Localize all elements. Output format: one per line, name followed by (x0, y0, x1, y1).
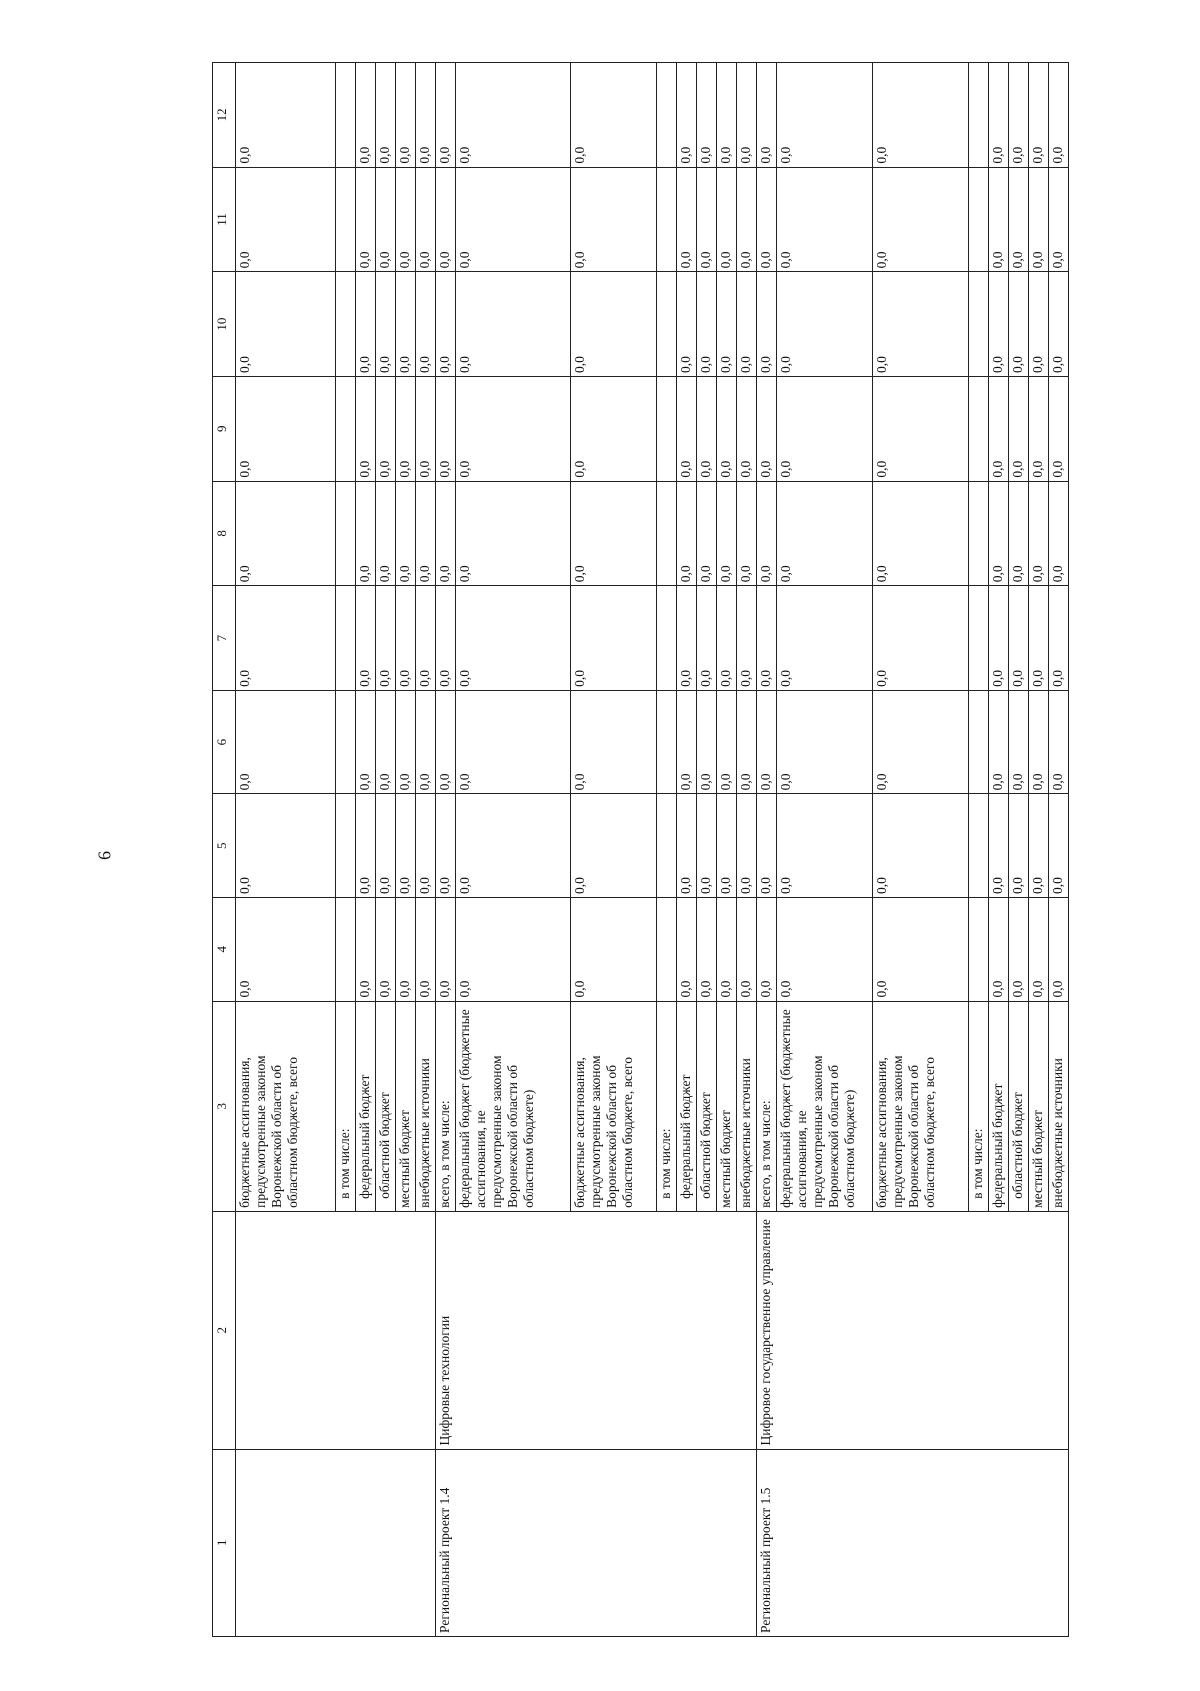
value-cell: 0,0 (873, 272, 969, 377)
value-cell: 0,0 (436, 376, 456, 481)
value-cell: 0,0 (376, 897, 396, 1001)
value-cell: 0,0 (376, 690, 396, 794)
value-cell: 0,0 (1029, 690, 1049, 794)
value-cell: 0,0 (677, 794, 697, 898)
value-cell: 0,0 (757, 167, 777, 272)
table-row (436, 63, 456, 1637)
value-cell: 0,0 (436, 63, 456, 168)
header-cell: 7 (213, 586, 236, 691)
value-cell (657, 167, 677, 272)
funding-source-cell: федеральный бюджет (677, 1001, 697, 1211)
value-cell: 0,0 (717, 690, 737, 794)
value-cell: 0,0 (1049, 690, 1069, 794)
value-cell: 0,0 (396, 167, 416, 272)
header-cell: 12 (213, 63, 236, 168)
value-cell: 0,0 (697, 690, 717, 794)
value-cell: 0,0 (436, 481, 456, 586)
value-cell: 0,0 (436, 897, 456, 1001)
value-cell (969, 63, 989, 168)
value-cell: 0,0 (873, 167, 969, 272)
value-cell (657, 63, 677, 168)
value-cell: 0,0 (1029, 794, 1049, 898)
value-cell: 0,0 (571, 272, 657, 377)
value-cell: 0,0 (717, 272, 737, 377)
value-cell: 0,0 (757, 63, 777, 168)
value-cell: 0,0 (1009, 481, 1029, 586)
value-cell: 0,0 (376, 481, 396, 586)
value-cell: 0,0 (1049, 376, 1069, 481)
value-cell: 0,0 (989, 690, 1009, 794)
value-cell: 0,0 (697, 63, 717, 168)
header-cell: 10 (213, 272, 236, 377)
value-cell: 0,0 (777, 794, 873, 898)
value-cell: 0,0 (777, 481, 873, 586)
value-cell: 0,0 (356, 63, 376, 168)
rotated-table-container (212, 62, 1097, 1637)
value-cell: 0,0 (1029, 272, 1049, 377)
value-cell: 0,0 (1009, 586, 1029, 691)
value-cell (969, 794, 989, 898)
value-cell: 0,0 (737, 690, 757, 794)
funding-source-cell: областной бюджет (697, 1001, 717, 1211)
funding-source-cell: местный бюджет (1029, 1001, 1049, 1211)
value-cell: 0,0 (1009, 897, 1029, 1001)
value-cell: 0,0 (777, 272, 873, 377)
value-cell: 0,0 (571, 167, 657, 272)
value-cell: 0,0 (396, 794, 416, 898)
value-cell: 0,0 (571, 63, 657, 168)
value-cell: 0,0 (1009, 272, 1029, 377)
value-cell: 0,0 (1049, 586, 1069, 691)
value-cell: 0,0 (677, 586, 697, 691)
value-cell: 0,0 (677, 167, 697, 272)
value-cell: 0,0 (697, 167, 717, 272)
header-row (213, 63, 236, 1637)
value-cell: 0,0 (873, 794, 969, 898)
value-cell (336, 897, 356, 1001)
value-cell: 0,0 (873, 481, 969, 586)
value-cell: 0,0 (456, 167, 571, 272)
value-cell: 0,0 (236, 897, 336, 1001)
value-cell: 0,0 (376, 63, 396, 168)
value-cell: 0,0 (376, 167, 396, 272)
value-cell: 0,0 (396, 272, 416, 377)
value-cell: 0,0 (436, 690, 456, 794)
value-cell: 0,0 (777, 586, 873, 691)
funding-source-cell: в том числе: (969, 1001, 989, 1211)
funding-source-cell: внебюджетные источники (416, 1001, 436, 1211)
value-cell: 0,0 (1049, 272, 1069, 377)
value-cell (969, 272, 989, 377)
value-cell: 0,0 (1009, 690, 1029, 794)
value-cell (336, 690, 356, 794)
value-cell: 0,0 (571, 690, 657, 794)
value-cell: 0,0 (1029, 376, 1049, 481)
value-cell: 0,0 (989, 794, 1009, 898)
value-cell: 0,0 (571, 586, 657, 691)
value-cell: 0,0 (989, 167, 1009, 272)
value-cell: 0,0 (989, 272, 1009, 377)
header-cell: 11 (213, 167, 236, 272)
value-cell (969, 481, 989, 586)
value-cell: 0,0 (236, 586, 336, 691)
value-cell: 0,0 (356, 376, 376, 481)
value-cell: 0,0 (1009, 376, 1029, 481)
funding-source-cell: внебюджетные источники (737, 1001, 757, 1211)
value-cell (336, 63, 356, 168)
value-cell: 0,0 (989, 481, 1009, 586)
value-cell: 0,0 (396, 481, 416, 586)
value-cell: 0,0 (697, 586, 717, 691)
value-cell: 0,0 (1049, 63, 1069, 168)
value-cell (969, 690, 989, 794)
value-cell: 0,0 (737, 272, 757, 377)
value-cell: 0,0 (1009, 63, 1029, 168)
value-cell: 0,0 (737, 167, 757, 272)
value-cell: 0,0 (416, 794, 436, 898)
value-cell (657, 897, 677, 1001)
table-row (236, 63, 336, 1637)
value-cell: 0,0 (757, 481, 777, 586)
value-cell: 0,0 (717, 586, 737, 691)
value-cell: 0,0 (456, 794, 571, 898)
header-cell: 4 (213, 897, 236, 1001)
value-cell: 0,0 (416, 376, 436, 481)
value-cell: 0,0 (416, 586, 436, 691)
value-cell: 0,0 (777, 167, 873, 272)
value-cell: 0,0 (757, 272, 777, 377)
value-cell: 0,0 (571, 794, 657, 898)
value-cell: 0,0 (436, 167, 456, 272)
funding-source-cell: федеральный бюджет (989, 1001, 1009, 1211)
value-cell: 0,0 (356, 586, 376, 691)
value-cell: 0,0 (571, 481, 657, 586)
value-cell: 0,0 (456, 897, 571, 1001)
value-cell: 0,0 (989, 586, 1009, 691)
value-cell (657, 481, 677, 586)
funding-source-cell: бюджетные ассигнования, предусмотренные законом Воронежской области об областном бюджете, всего (873, 1001, 969, 1211)
value-cell: 0,0 (757, 690, 777, 794)
value-cell: 0,0 (236, 272, 336, 377)
value-cell: 0,0 (356, 481, 376, 586)
value-cell: 0,0 (356, 794, 376, 898)
value-cell: 0,0 (677, 897, 697, 1001)
value-cell: 0,0 (236, 481, 336, 586)
value-cell: 0,0 (989, 63, 1009, 168)
value-cell: 0,0 (416, 167, 436, 272)
value-cell: 0,0 (396, 690, 416, 794)
value-cell: 0,0 (677, 63, 697, 168)
funding-source-cell: бюджетные ассигнования, предусмотренные законом Воронежской области об областном бюджете, всего (571, 1001, 657, 1211)
value-cell: 0,0 (376, 794, 396, 898)
value-cell (969, 586, 989, 691)
value-cell: 0,0 (456, 690, 571, 794)
header-cell: 6 (213, 690, 236, 794)
value-cell: 0,0 (697, 481, 717, 586)
value-cell: 0,0 (1029, 897, 1049, 1001)
value-cell: 0,0 (757, 794, 777, 898)
value-cell: 0,0 (1049, 481, 1069, 586)
value-cell: 0,0 (456, 586, 571, 691)
header-cell: 5 (213, 794, 236, 898)
value-cell: 0,0 (416, 272, 436, 377)
value-cell: 0,0 (737, 376, 757, 481)
value-cell (657, 376, 677, 481)
funding-source-cell: местный бюджет (717, 1001, 737, 1211)
value-cell (336, 481, 356, 586)
value-cell: 0,0 (989, 897, 1009, 1001)
value-cell: 0,0 (777, 690, 873, 794)
funding-source-cell: в том числе: (657, 1001, 677, 1211)
value-cell (969, 376, 989, 481)
project-code-cell: Региональный проект 1.5 (757, 1449, 1069, 1636)
funding-source-cell: федеральный бюджет (бюджетные ассигнования, не предусмотренные законом Воронежской области об областном бюджете) (777, 1001, 873, 1211)
value-cell: 0,0 (1009, 794, 1029, 898)
value-cell (657, 586, 677, 691)
value-cell: 0,0 (456, 63, 571, 168)
project-code-cell (236, 1449, 436, 1636)
value-cell: 0,0 (456, 376, 571, 481)
value-cell: 0,0 (236, 794, 336, 898)
project-name-cell: Цифровые технологии (436, 1211, 757, 1449)
value-cell (657, 690, 677, 794)
funding-source-cell: в том числе: (336, 1001, 356, 1211)
value-cell (336, 376, 356, 481)
funding-source-cell: областной бюджет (376, 1001, 396, 1211)
value-cell: 0,0 (757, 376, 777, 481)
value-cell: 0,0 (757, 586, 777, 691)
header-cell: 8 (213, 481, 236, 586)
value-cell: 0,0 (873, 63, 969, 168)
value-cell: 0,0 (717, 794, 737, 898)
budget-table (212, 62, 1069, 1637)
value-cell: 0,0 (236, 63, 336, 168)
value-cell: 0,0 (1049, 897, 1069, 1001)
value-cell: 0,0 (416, 897, 436, 1001)
value-cell: 0,0 (376, 272, 396, 377)
value-cell: 0,0 (1029, 63, 1049, 168)
value-cell: 0,0 (737, 63, 757, 168)
value-cell: 0,0 (677, 272, 697, 377)
header-cell: 1 (213, 1449, 236, 1636)
value-cell: 0,0 (873, 586, 969, 691)
value-cell: 0,0 (677, 481, 697, 586)
value-cell (336, 794, 356, 898)
funding-source-cell: бюджетные ассигнования, предусмотренные законом Воронежской области об областном бюджете, всего (236, 1001, 336, 1211)
value-cell (336, 272, 356, 377)
header-cell: 9 (213, 376, 236, 481)
value-cell: 0,0 (717, 63, 737, 168)
value-cell (969, 167, 989, 272)
value-cell: 0,0 (571, 376, 657, 481)
value-cell: 0,0 (697, 272, 717, 377)
value-cell (336, 586, 356, 691)
value-cell: 0,0 (777, 63, 873, 168)
value-cell: 0,0 (396, 586, 416, 691)
value-cell (657, 272, 677, 377)
value-cell: 0,0 (396, 897, 416, 1001)
value-cell: 0,0 (777, 897, 873, 1001)
value-cell: 0,0 (737, 794, 757, 898)
value-cell (969, 897, 989, 1001)
value-cell: 0,0 (873, 897, 969, 1001)
value-cell: 0,0 (396, 376, 416, 481)
value-cell: 0,0 (436, 272, 456, 377)
value-cell: 0,0 (416, 481, 436, 586)
value-cell: 0,0 (757, 897, 777, 1001)
value-cell: 0,0 (1049, 794, 1069, 898)
value-cell: 0,0 (376, 376, 396, 481)
value-cell: 0,0 (416, 690, 436, 794)
funding-source-cell: всего, в том числе: (757, 1001, 777, 1211)
value-cell: 0,0 (717, 376, 737, 481)
value-cell: 0,0 (677, 690, 697, 794)
value-cell: 0,0 (737, 897, 757, 1001)
value-cell: 0,0 (717, 167, 737, 272)
value-cell: 0,0 (677, 376, 697, 481)
value-cell: 0,0 (436, 586, 456, 691)
funding-source-cell: местный бюджет (396, 1001, 416, 1211)
value-cell: 0,0 (376, 586, 396, 691)
value-cell: 0,0 (236, 376, 336, 481)
value-cell: 0,0 (456, 272, 571, 377)
value-cell: 0,0 (1029, 586, 1049, 691)
project-code-cell: Региональный проект 1.4 (436, 1449, 757, 1636)
project-name-cell: Цифровое государственное управление (757, 1211, 1069, 1449)
value-cell: 0,0 (571, 897, 657, 1001)
value-cell: 0,0 (697, 376, 717, 481)
header-cell: 2 (213, 1211, 236, 1449)
value-cell: 0,0 (717, 481, 737, 586)
value-cell: 0,0 (1009, 167, 1029, 272)
page-number: 6 (94, 851, 115, 860)
value-cell: 0,0 (356, 272, 376, 377)
value-cell: 0,0 (717, 897, 737, 1001)
value-cell: 0,0 (236, 690, 336, 794)
value-cell: 0,0 (436, 794, 456, 898)
value-cell (657, 794, 677, 898)
header-cell: 3 (213, 1001, 236, 1211)
value-cell: 0,0 (873, 690, 969, 794)
value-cell: 0,0 (697, 794, 717, 898)
value-cell: 0,0 (989, 376, 1009, 481)
value-cell: 0,0 (356, 897, 376, 1001)
funding-source-cell: федеральный бюджет (356, 1001, 376, 1211)
funding-source-cell: всего, в том числе: (436, 1001, 456, 1211)
value-cell: 0,0 (356, 690, 376, 794)
funding-source-cell: внебюджетные источники (1049, 1001, 1069, 1211)
value-cell: 0,0 (777, 376, 873, 481)
value-cell: 0,0 (236, 167, 336, 272)
value-cell: 0,0 (1049, 167, 1069, 272)
value-cell: 0,0 (396, 63, 416, 168)
value-cell: 0,0 (416, 63, 436, 168)
value-cell: 0,0 (697, 897, 717, 1001)
value-cell: 0,0 (356, 167, 376, 272)
value-cell: 0,0 (456, 481, 571, 586)
value-cell: 0,0 (1029, 481, 1049, 586)
value-cell: 0,0 (737, 481, 757, 586)
value-cell: 0,0 (737, 586, 757, 691)
funding-source-cell: областной бюджет (1009, 1001, 1029, 1211)
value-cell: 0,0 (1029, 167, 1049, 272)
value-cell (336, 167, 356, 272)
funding-source-cell: федеральный бюджет (бюджетные ассигнования, не предусмотренные законом Воронежской области об областном бюджете) (456, 1001, 571, 1211)
project-name-cell (236, 1211, 436, 1449)
value-cell: 0,0 (873, 376, 969, 481)
table-row (757, 63, 777, 1637)
